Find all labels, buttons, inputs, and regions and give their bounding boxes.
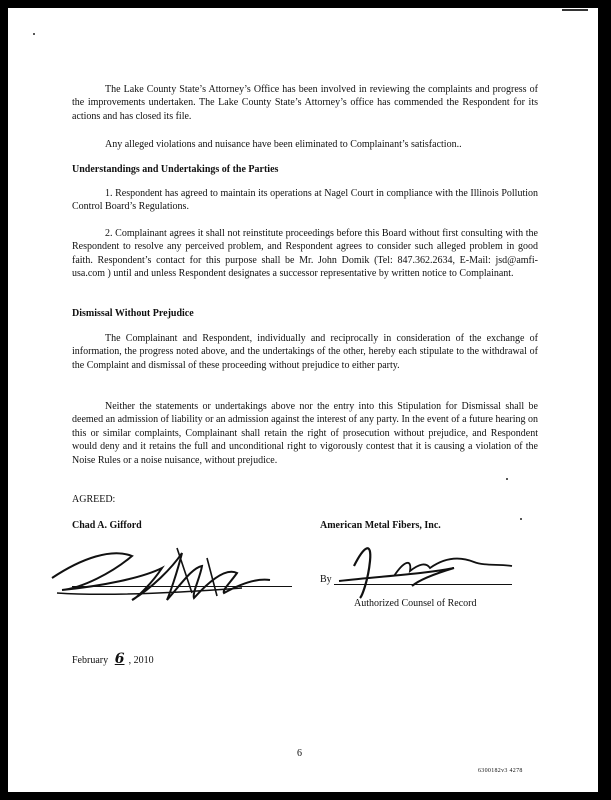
signature-line-right xyxy=(334,584,512,585)
date-day-handwritten: 6 xyxy=(114,651,125,667)
paragraph-item-1: 1. Respondent has agreed to maintain its operations at Nagel Court in compliance with the Illinois Pollution Control Board’s Regulations. xyxy=(72,188,538,213)
signatory-right-name: American Metal Fibers, Inc. xyxy=(320,520,441,531)
scan-speck xyxy=(33,33,35,35)
scan-speck xyxy=(506,478,508,480)
paragraph-item-2: 2. Complainant agrees it shall not reinstitute proceedings before this Board without first consulting with the Respondent to resolve any perceived problem, and Respondent agrees to consider such alleged problem in good faith. Respondent’s contact for this purpose shall be Mr. John Domik (Tel: 847.362.2634, E-Mail: jsd@amfi-usa.com ) until and unless Respondent designates a successor representative by written notice to Complainant. xyxy=(72,228,538,280)
heading-understandings: Understandings and Undertakings of the Parties xyxy=(72,164,279,175)
paragraph-no-admission: Neither the statements or undertakings above nor the entry into this Stipulation for Dismissal shall be deemed an admission of liability or an admission against the interest of any party. In the event of a future hearing on this or similar complaints, Complainant shall retain the right of prosecution without prejudice, and Respondent would deny and it retains the full and unconditional right to vigorously contest that it is causing a violation of the Noise Rules or a noise nuisance, without prejudice. xyxy=(72,401,538,466)
date-month: February xyxy=(72,655,109,666)
paragraph-violations-eliminated: Any alleged violations and nuisance have been eliminated to Complainant’s satisfaction.. xyxy=(105,139,462,150)
paragraph-lake-county: The Lake County State’s Attorney’s Office has been involved in reviewing the complaints and progress of the improvements undertaken. The Lake County State’s Attorney’s office has commended the Respondent for its actions and has closed its file. xyxy=(72,84,538,122)
paragraph-stipulation: The Complainant and Respondent, individually and reciprocally in consideration of the exchange of information, the progress noted above, and the undertakings of the other, hereby each stipulate to the withdrawal of the Complaint and dismissal of these proceeding without prejudice to either party. xyxy=(72,333,538,371)
signature-line-left xyxy=(72,586,292,587)
by-label: By xyxy=(320,574,332,585)
signatory-left-name: Chad A. Gifford xyxy=(72,520,142,531)
scan-speck xyxy=(520,518,522,520)
signature-left-image xyxy=(42,538,292,608)
agreed-label: AGREED: xyxy=(72,494,116,505)
document-id: 6300182v3 4278 xyxy=(478,768,523,774)
page-number: 6 xyxy=(297,748,302,759)
signatory-right-title: Authorized Counsel of Record xyxy=(354,598,477,609)
scan-artifact xyxy=(562,9,588,11)
signature-right-image xyxy=(334,536,534,606)
signature-date xyxy=(72,651,154,667)
date-year: , 2010 xyxy=(128,655,154,666)
document-page xyxy=(8,8,598,792)
heading-dismissal: Dismissal Without Prejudice xyxy=(72,308,194,319)
